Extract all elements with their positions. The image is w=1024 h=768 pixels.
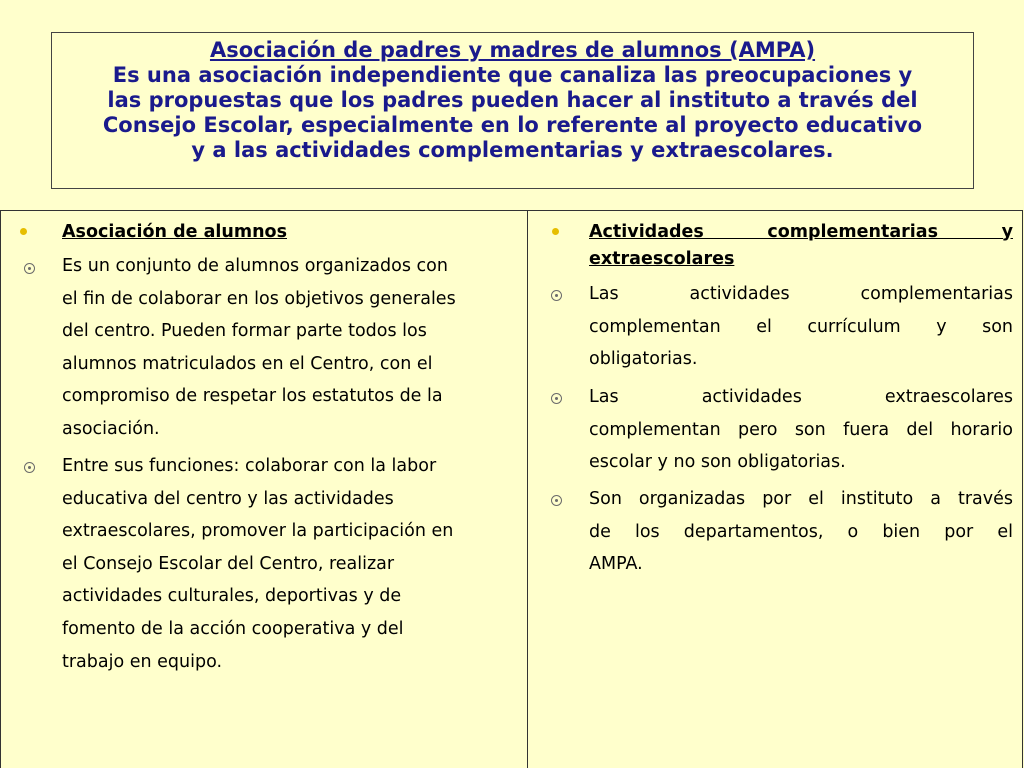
ampa-description-line: Es una asociación independiente que canaliza las preocupaciones y: [112, 63, 913, 87]
right-item-extracurricular: [589, 381, 1013, 479]
ampa-description-line: las propuestas que los padres pueden hacer al instituto a través del: [107, 88, 918, 112]
ampa-description-line: y a las actividades complementarias y extraescolares.: [191, 138, 834, 162]
two-column-table: [0, 210, 1024, 768]
text-line: Las actividades extraescolares: [589, 387, 1013, 407]
text-line: fomento de la acción cooperativa y del: [62, 618, 404, 639]
text-line: complementan el currículum y son: [589, 316, 1013, 337]
text-line: Las actividades complementarias: [589, 284, 1013, 304]
text-line: escolar y no son obligatorias.: [589, 452, 846, 472]
circled-dot-icon: [551, 393, 562, 404]
left-item-definition: [62, 250, 456, 446]
circled-dot-icon: [551, 495, 562, 506]
text-line: Son organizadas por el instituto a través: [589, 489, 1013, 509]
text-line: educativa del centro y las actividades: [62, 488, 394, 509]
text-line: del centro. Pueden formar parte todos los: [62, 321, 427, 342]
circled-dot-icon: [24, 263, 35, 274]
ampa-summary-box: [51, 32, 974, 189]
circled-dot-icon: [551, 290, 562, 301]
text-line: Es un conjunto de alumnos organizados con: [62, 256, 448, 276]
text-line: AMPA.: [589, 554, 643, 574]
text-line: de los departamentos, o bien por el: [589, 521, 1013, 542]
left-item-functions: [62, 450, 453, 678]
text-line: compromiso de respetar los estatutos de la: [62, 386, 443, 407]
text-line: extraescolares, promover la participación en: [62, 521, 454, 542]
text-line: alumnos matriculados en el Centro, con el: [62, 353, 433, 374]
text-line: el fin de colaborar en los objetivos generales: [62, 288, 456, 309]
left-column-student-association: [0, 210, 528, 768]
text-line: asociación.: [62, 418, 160, 439]
heading-line: extraescolares: [589, 248, 735, 269]
text-line: el Consejo Escolar del Centro, realizar: [62, 553, 395, 574]
ampa-title: Asociación de padres y madres de alumnos (AMPA): [209, 38, 816, 62]
heading-line: Actividades complementarias y: [589, 221, 1013, 242]
text-line: actividades culturales, deportivas y de: [62, 586, 402, 607]
text-line: Entre sus funciones: colaborar con la labor: [62, 456, 437, 476]
text-line: complementan pero son fuera del horario: [589, 419, 1013, 440]
gold-dot-icon: [20, 228, 27, 235]
text-line: trabajo en equipo.: [62, 651, 223, 672]
circled-dot-icon: [24, 462, 35, 473]
ampa-summary-text: [52, 38, 973, 163]
right-item-organization: [589, 483, 1013, 581]
right-column-heading: [589, 219, 1013, 273]
text-line: obligatorias.: [589, 349, 698, 369]
left-column-heading: Asociación de alumnos: [62, 222, 287, 242]
gold-dot-icon: [552, 228, 559, 235]
ampa-description-line: Consejo Escolar, especialmente en lo referente al proyecto educativo: [102, 113, 923, 137]
right-column-activities: [528, 210, 1023, 768]
right-item-complementary: [589, 278, 1013, 376]
